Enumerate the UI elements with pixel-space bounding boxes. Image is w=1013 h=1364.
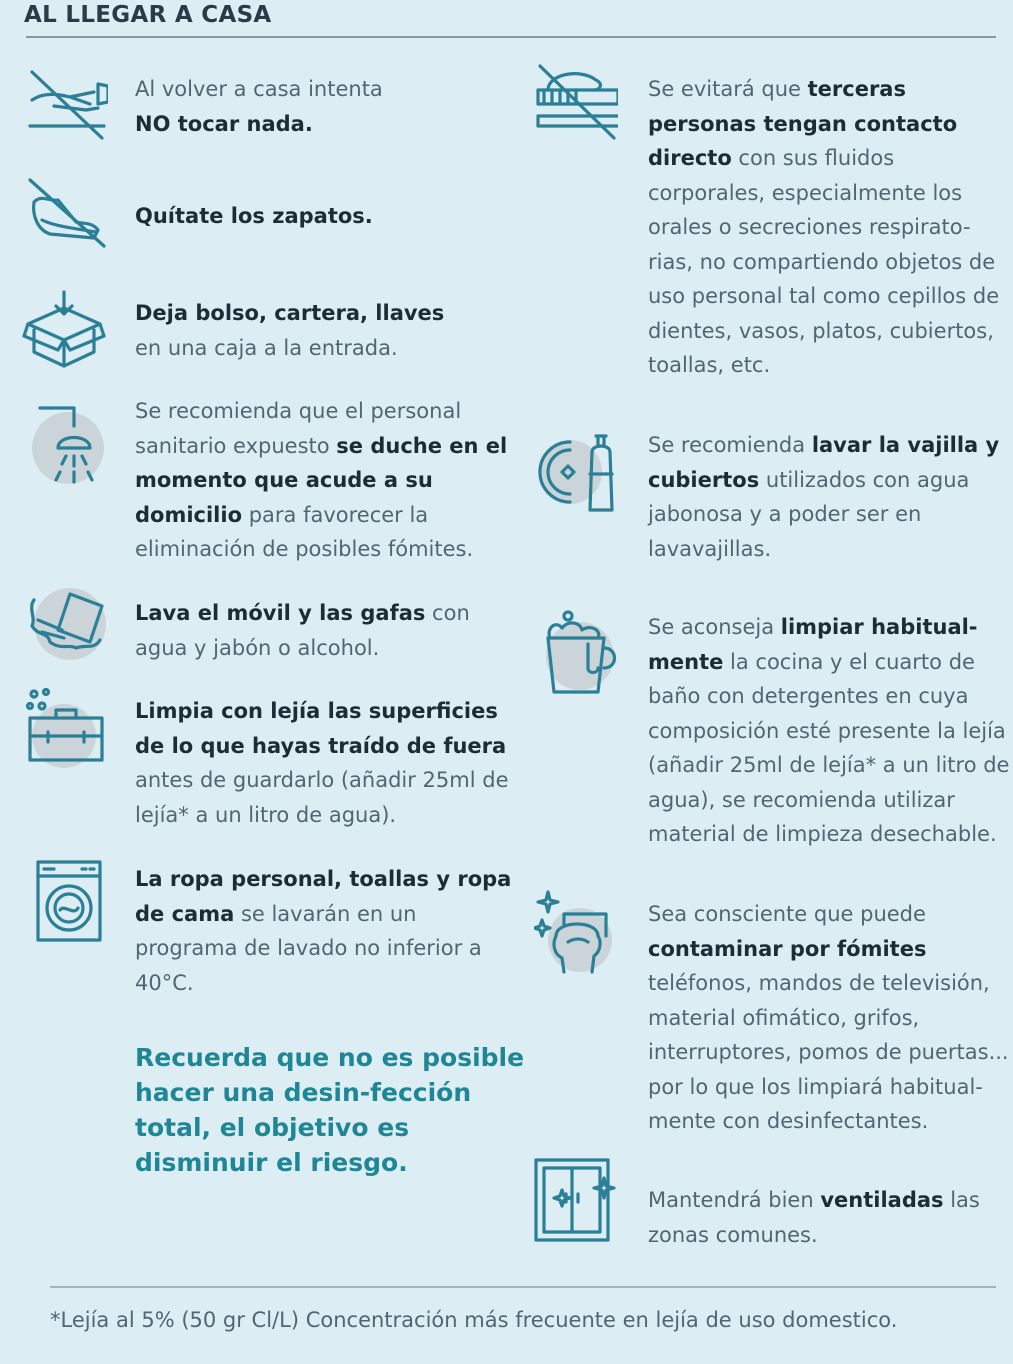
washing-machine-icon — [30, 858, 114, 942]
reminder-text: Recuerda que no es posible hacer una desin-fección total, el objetivo es disminuir el riesgo. — [135, 1043, 525, 1177]
bucket-icon — [540, 610, 624, 694]
bleach-briefcase-icon — [24, 686, 108, 770]
item-text: Se recomienda que el personal sanitario expuesto se duche en el momento que acude a su domicilio para favorecer la eliminación de posibles fómites. — [135, 399, 508, 561]
footer-divider — [50, 1286, 996, 1288]
item-text: Se evitará que terceras personas tengan contacto directo con sus fluidos corporales, especialmente los orales o secreciones respirato-rias, no compartiendo objetos de uso personal tal como cepillos de dientes, vasos, platos, cubiertos, toallas, etc. — [648, 77, 1000, 377]
item-text: Lava el móvil y las gafas con agua y jabón o alcohol. — [135, 601, 470, 660]
window-icon — [534, 1158, 618, 1242]
no-toothbrush-icon — [534, 60, 618, 144]
item-text: Mantendrá bien ventiladas las zonas comunes. — [648, 1188, 980, 1247]
no-shoes-icon — [24, 172, 108, 256]
item-text: Se recomienda lavar la vajilla y cubiertos utilizados con agua jabonosa y a poder ser en lavavajillas. — [648, 433, 1000, 561]
item-text: Sea consciente que puede contaminar por fómites teléfonos, mandos de televisión, material ofimático, grifos, interruptores, pomos de puertas... por lo que los limpiará habitual-mente con desinfectantes. — [648, 902, 1009, 1133]
item-text: Se aconseja limpiar habitual-mente la cocina y el cuarto de baño con detergentes en cuya composición esté presente la lejía (añadir 25ml de lejía* a un litro de agua), se recomienda utilizar material de limpieza desechable. — [648, 615, 1010, 846]
item-text: Limpia con lejía las superficies de lo que hayas traído de fuera antes de guardarlo (añadir 25ml de lejía* a un litro de agua). — [135, 699, 509, 827]
wash-phone-icon — [24, 580, 108, 664]
title-divider — [26, 36, 996, 38]
footnote: *Lejía al 5% (50 gr Cl/L) Concentración más frecuente en lejía de uso domestico. — [50, 1308, 898, 1332]
sanitize-hands-icon — [534, 890, 618, 974]
item-text: Quítate los zapatos. — [135, 204, 373, 228]
item-text: La ropa personal, toallas y ropa de cama se lavarán en un programa de lavado no inferior a 40°C. — [135, 867, 512, 995]
box-icon — [22, 288, 106, 372]
item-text: Deja bolso, cartera, llaves en una caja a la entrada. — [135, 301, 445, 360]
shower-icon — [26, 404, 110, 488]
item-text: Al volver a casa intenta NO tocar nada. — [135, 77, 383, 136]
dishes-icon — [534, 428, 618, 512]
page-title: AL LLEGAR A CASA — [24, 2, 272, 28]
no-touch-hand-icon — [24, 64, 108, 148]
